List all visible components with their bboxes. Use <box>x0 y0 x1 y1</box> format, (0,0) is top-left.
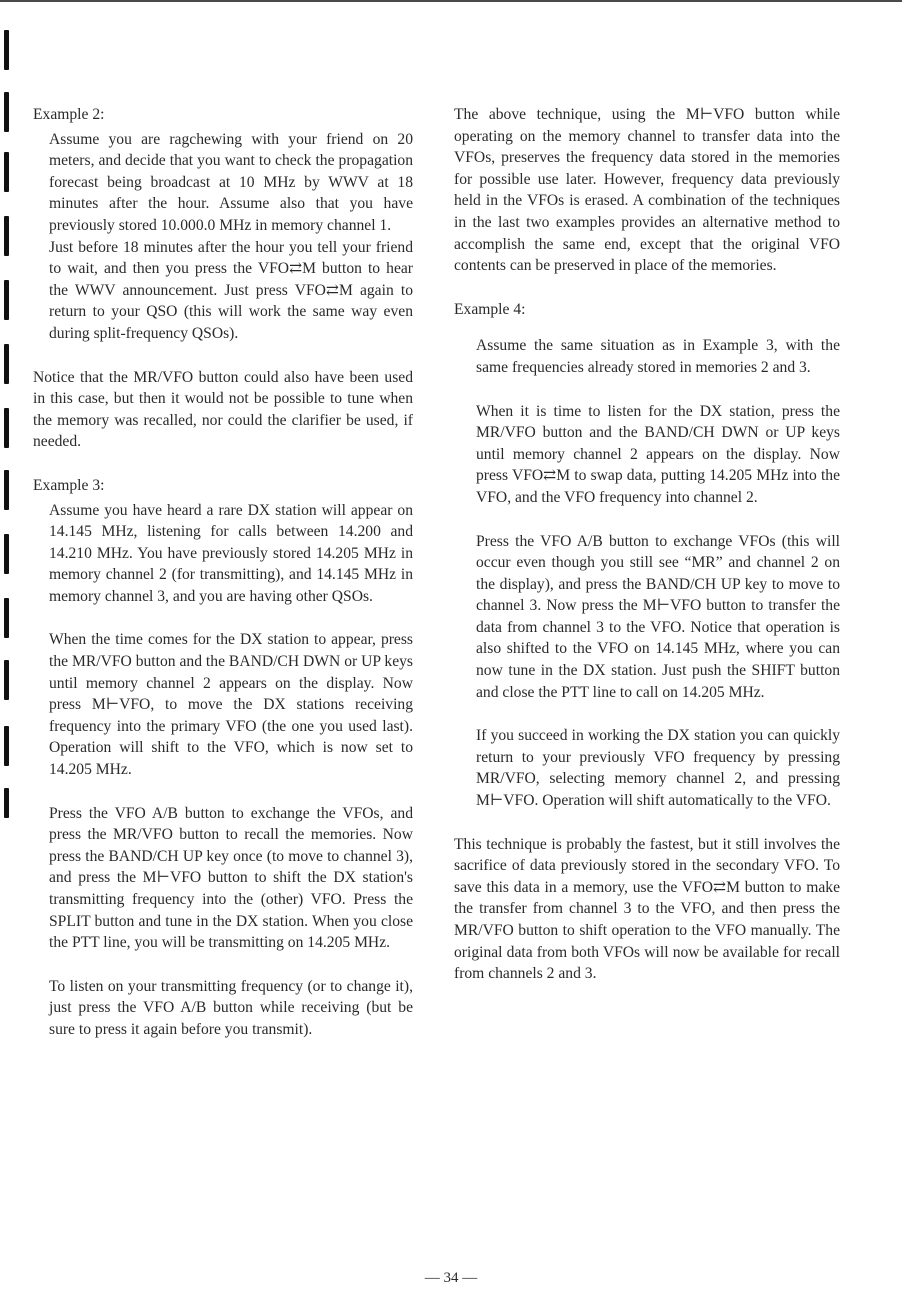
top-rule <box>0 0 902 2</box>
example-4-paragraph-1: Assume the same situation as in Example 3, with the same frequencies already stored in memories 2 and 3. <box>476 337 840 376</box>
binder-mark <box>4 408 9 448</box>
example-4-paragraph-3: Press the VFO A/B button to exchange VFOs (this will occur even though you still see “MR” and channel 2 on the display), and press the BAND/CH UP key to move to channel 3. Now press the M⊢VFO button to transfer the data from channel 3 to the VFO. Notice that operation is also shifted to the VFO on 14.145 MHz, where you can now tune in the DX station. Just push the SHIFT button and close the PTT line to call on 14.205 MHz. <box>476 532 840 701</box>
example-4-paragraph-2: When it is time to listen for the DX station, press the MR/VFO button and the BAND/CH DWN or UP keys until memory channel 2 appears on the display. Now press VFO⇄M to swap data, putting 14.205 MHz into the VFO, and the VFO frequency into channel 2. <box>476 402 840 506</box>
example-3-paragraph-1: Assume you have heard a rare DX station will appear on 14.145 MHz, listening for calls between 14.200 and 14.210 MHz. You have previously stored 14.205 MHz in memory channel 2 (for transmitting), and 14.145 MHz in memory channel 3, and you are having other QSOs. <box>49 501 413 605</box>
example-2-heading: Example 2: <box>33 106 105 123</box>
example-3-heading: Example 3: <box>33 476 105 494</box>
binder-mark <box>4 726 9 766</box>
binder-mark <box>4 534 9 574</box>
page-number: — 34 — <box>424 1270 478 1286</box>
binder-mark <box>4 30 9 70</box>
binder-mark <box>4 598 9 638</box>
technique-intro-paragraph: The above technique, using the M⊢VFO button while operating on the memory channel to transfer data into the VFOs, preserves the frequency data stored in the memories for possible use later. However, frequency data previously held in the VFOs is erased. A combination of the techniques in the last two examples provides an alternative method to accomplish the same end, except that the original VFO contents can be preserved in place of the memories. <box>454 106 840 275</box>
binder-mark <box>4 344 9 384</box>
binder-mark <box>4 92 9 132</box>
example-3-paragraph-2: When the time comes for the DX station to appear, press the MR/VFO button and the BAND/CH DWN or UP keys until memory channel 2 appears on the display. Now press M⊢VFO, to move the DX stations receiving frequency into the primary VFO (the one you used last). Operation will shift to the VFO, which is now set to 14.205 MHz. <box>49 631 413 779</box>
binder-mark <box>4 470 9 510</box>
left-column <box>33 104 413 1041</box>
binder-mark <box>4 788 9 818</box>
binder-mark <box>4 280 9 320</box>
example-4-paragraph-4: If you succeed in working the DX station you can quickly return to your previously VFO frequency by pressing MR/VFO, selecting memory channel 2, and pressing M⊢VFO. Operation will shift automatically to the VFO. <box>476 727 840 810</box>
example-3-paragraph-3: Press the VFO A/B button to exchange the VFOs, and press the MR/VFO button to recall the memories. Now press the BAND/CH UP key once (to move to channel 3), and press the M⊢VFO button to shift the DX station's transmitting frequency into the (other) VFO. Press the SPLIT button and tune in the DX station. When you close the PTT line, you will be transmitting on 14.205 MHz. <box>49 804 413 952</box>
binder-mark <box>4 660 9 700</box>
example-4-heading: Example 4: <box>454 300 526 318</box>
right-column <box>454 104 840 985</box>
notice-paragraph: Notice that the MR/VFO button could also have been used in this case, but then it would not be possible to tune when the memory was recalled, nor could the clarifier be used, if needed. <box>33 368 413 451</box>
example-3-paragraph-4: To listen on your transmitting frequency (or to change it), just press the VFO A/B button while receiving (but be sure to press it again before you transmit). <box>49 977 413 1038</box>
example-2-paragraph-1: Assume you are ragchewing with your friend on 20 meters, and decide that you want to check the propagation forecast being broadcast at 10 MHz by WWV at 18 minutes after the hour. Assume also that you have previously stored 10.000.0 MHz in memory channel 1. <box>49 130 413 234</box>
binder-mark <box>4 152 9 192</box>
binder-mark <box>4 216 9 256</box>
example-2-paragraph-2: Just before 18 minutes after the hour you tell your friend to wait, and then you press the VFO⇄M button to hear the WWV announcement. Just press VFO⇄M again to return to your QSO (this will work the same way even during split-frequency QSOs). <box>49 238 413 342</box>
closing-paragraph: This technique is probably the fastest, but it still involves the sacrifice of data previously stored in the secondary VFO. To save this data in a memory, use the VFO⇄M button to make the transfer from channel 3 to the VFO, and then press the MR/VFO button to shift operation to the VFO manually. The original data from both VFOs will now be available for recall from channels 2 and 3. <box>454 835 840 983</box>
